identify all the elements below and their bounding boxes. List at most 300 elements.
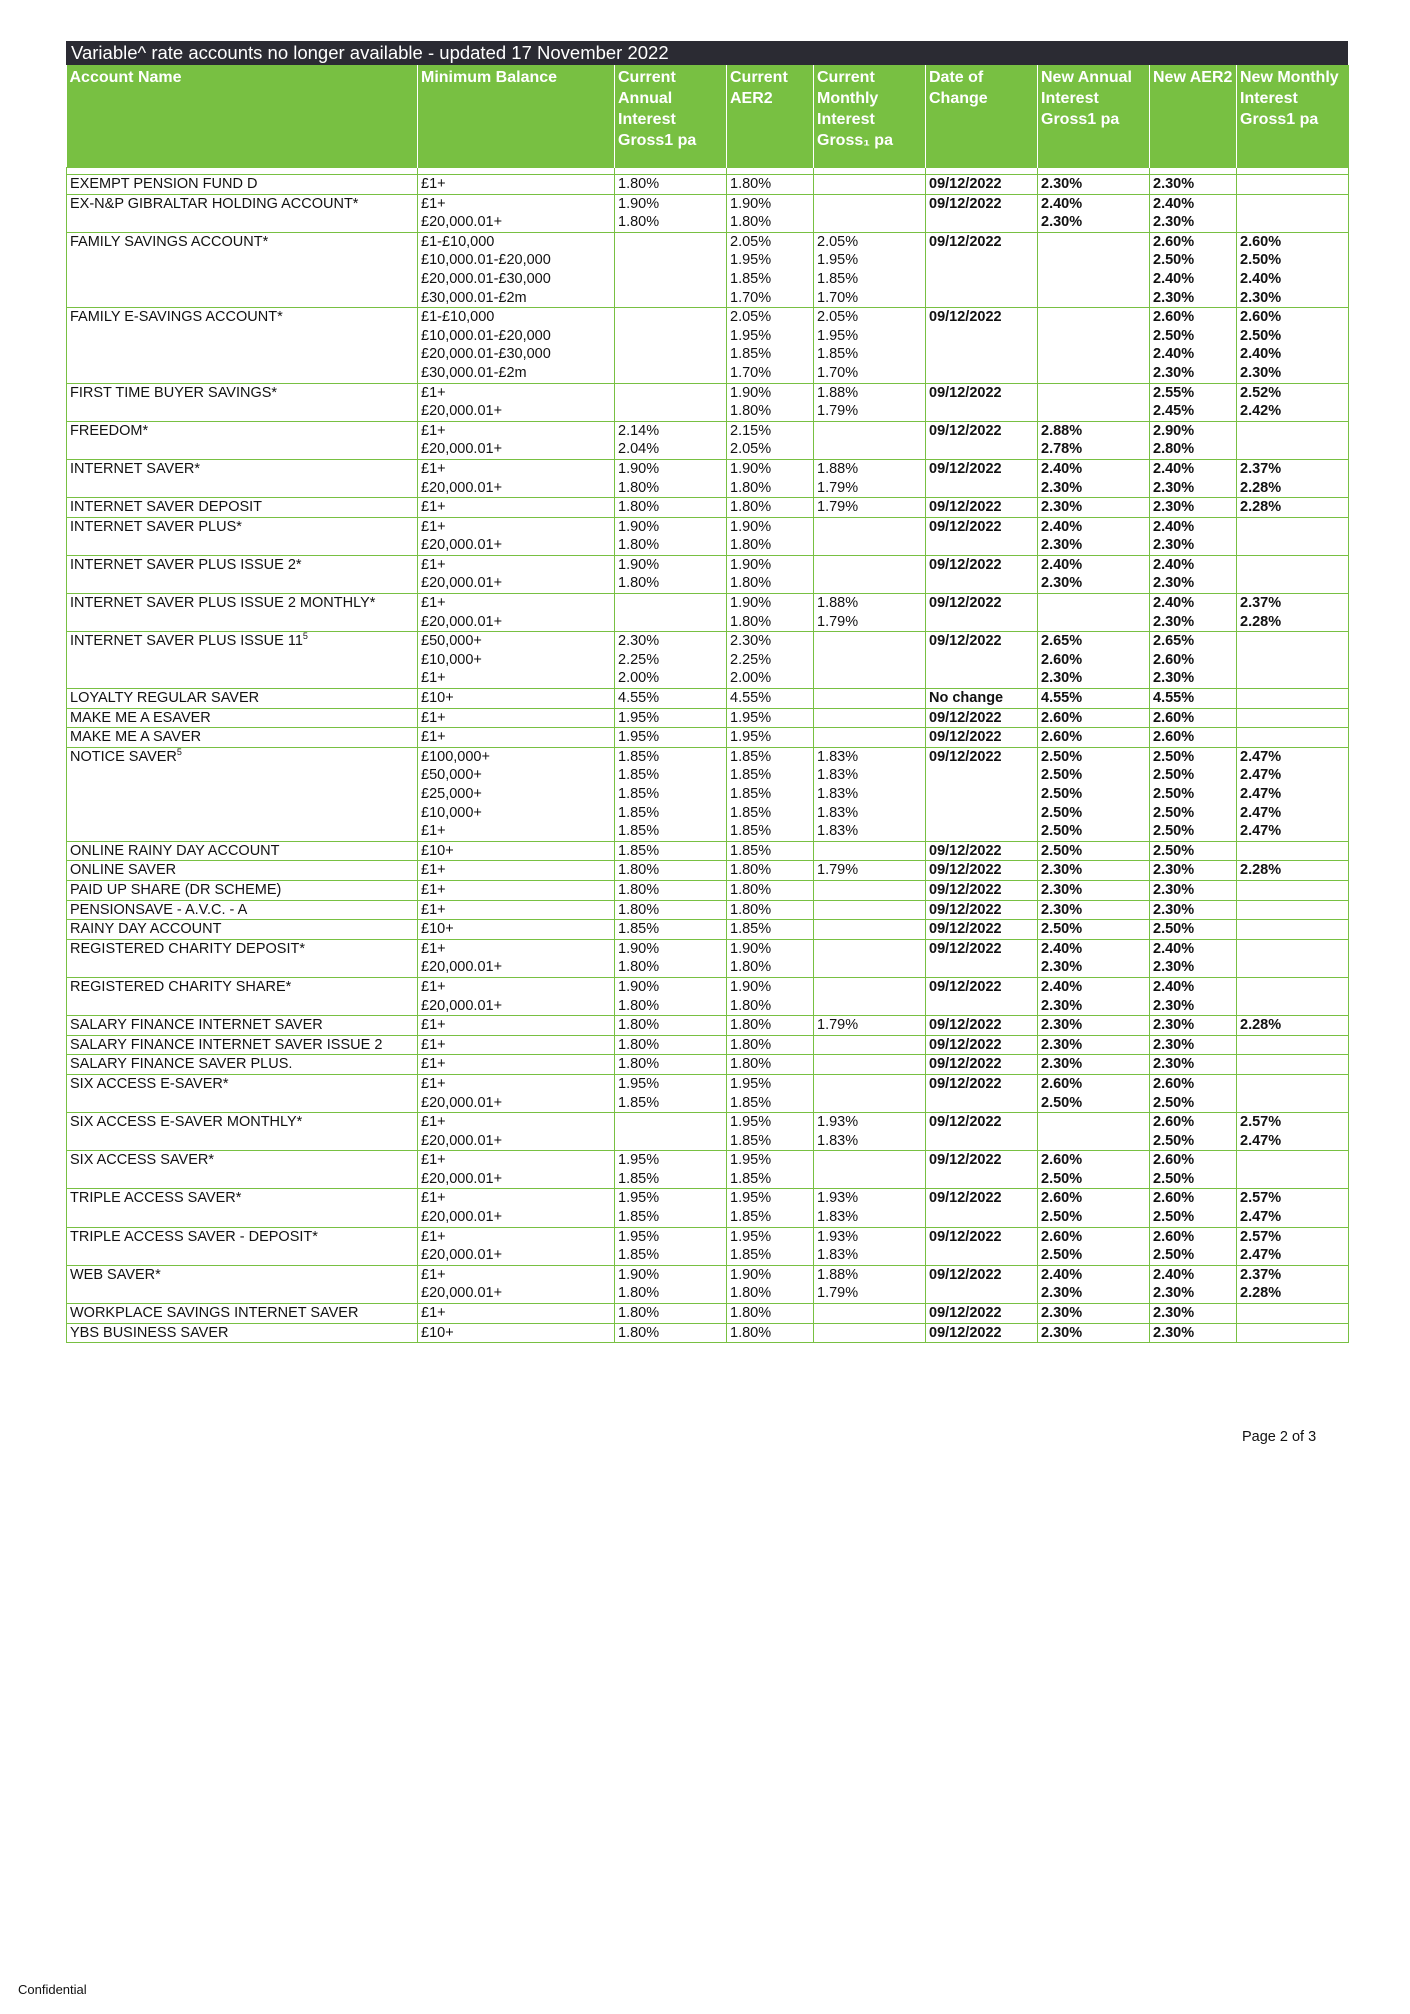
account-name: SIX ACCESS SAVER*	[70, 1152, 214, 1169]
current-aer-value: 1.90%	[730, 940, 772, 957]
minimum-balance-cell	[418, 194, 615, 232]
current-annual-value: 2.14%	[618, 422, 660, 439]
minimum-balance-value: £1+	[421, 823, 446, 840]
current-aer-value: 1.95%	[730, 709, 772, 726]
minimum-balance-value: £1+	[421, 729, 446, 746]
current-annual-value: 1.80%	[618, 1056, 660, 1073]
new-aer-value: 2.40%	[1153, 595, 1195, 612]
new-annual-cell	[1038, 632, 1150, 689]
current-annual-value: 1.85%	[618, 842, 660, 859]
current-aer-value: 1.95%	[730, 1075, 772, 1092]
minimum-balance-cell	[418, 747, 615, 841]
date-of-change-cell	[926, 728, 1038, 748]
current-aer-cell	[727, 498, 814, 518]
minimum-balance-cell	[418, 459, 615, 497]
current-aer-value: 1.80%	[730, 1285, 772, 1302]
date-of-change-value: 09/12/2022	[929, 1152, 1002, 1169]
current-aer-cell	[727, 689, 814, 709]
new-monthly-cell	[1237, 594, 1349, 632]
date-of-change-cell	[926, 421, 1038, 459]
current-annual-value: 1.90%	[618, 195, 660, 212]
new-annual-value: 2.40%	[1041, 940, 1083, 957]
new-aer-value: 2.65%	[1153, 633, 1195, 650]
new-monthly-cell	[1237, 517, 1349, 555]
current-aer-value: 1.80%	[730, 1017, 772, 1034]
date-of-change-cell	[926, 841, 1038, 861]
new-monthly-cell	[1237, 861, 1349, 881]
current-aer-value: 1.90%	[730, 460, 772, 477]
new-annual-cell	[1038, 1189, 1150, 1227]
current-annual-value: 1.80%	[618, 479, 660, 496]
current-aer-cell	[727, 900, 814, 920]
new-aer-value: 2.40%	[1153, 940, 1195, 957]
account-name-cell	[67, 594, 418, 632]
current-annual-value: 2.25%	[618, 651, 660, 668]
minimum-balance-cell	[418, 841, 615, 861]
new-monthly-value: 2.42%	[1240, 403, 1282, 420]
account-name: INTERNET SAVER*	[70, 460, 200, 477]
new-annual-value: 2.50%	[1041, 823, 1083, 840]
minimum-balance-cell	[418, 1304, 615, 1324]
new-annual-value: 2.60%	[1041, 729, 1083, 746]
header-date-of-change: Date of Change	[926, 65, 1038, 168]
current-aer-value: 1.80%	[730, 1324, 772, 1341]
new-aer-value: 2.45%	[1153, 403, 1195, 420]
current-aer-value: 1.85%	[730, 1094, 772, 1111]
new-aer-value: 2.60%	[1153, 309, 1195, 326]
current-monthly-value: 1.79%	[817, 499, 859, 516]
date-of-change-value: 09/12/2022	[929, 748, 1002, 765]
new-annual-value: 2.40%	[1041, 1266, 1083, 1283]
current-aer-value: 1.90%	[730, 978, 772, 995]
new-annual-value: 2.50%	[1041, 767, 1083, 784]
current-aer-value: 1.95%	[730, 1228, 772, 1245]
new-monthly-cell	[1237, 555, 1349, 593]
current-monthly-cell	[814, 1074, 926, 1112]
date-of-change-cell	[926, 632, 1038, 689]
minimum-balance-value: £20,000.01+	[421, 1209, 503, 1226]
account-name: WORKPLACE SAVINGS INTERNET SAVER	[70, 1305, 359, 1322]
account-name-cell	[67, 1055, 418, 1075]
current-annual-value: 1.80%	[618, 214, 660, 231]
current-monthly-cell	[814, 1265, 926, 1303]
date-of-change-value: 09/12/2022	[929, 1114, 1002, 1131]
account-name-cell	[67, 900, 418, 920]
current-aer-value: 1.80%	[730, 862, 772, 879]
new-aer-value: 2.50%	[1153, 1170, 1195, 1187]
minimum-balance-value: £20,000.01+	[421, 613, 503, 630]
new-annual-cell	[1038, 1227, 1150, 1265]
new-aer-value: 2.30%	[1153, 214, 1195, 231]
new-aer-cell	[1150, 861, 1237, 881]
new-aer-value: 2.30%	[1153, 537, 1195, 554]
new-monthly-cell	[1237, 1016, 1349, 1036]
new-monthly-cell	[1237, 632, 1349, 689]
spacer-row	[67, 168, 1349, 175]
date-of-change-cell	[926, 517, 1038, 555]
account-name: FIRST TIME BUYER SAVINGS*	[70, 384, 278, 401]
minimum-balance-value: £20,000.01+	[421, 537, 503, 554]
new-monthly-cell	[1237, 232, 1349, 307]
new-aer-cell	[1150, 459, 1237, 497]
current-annual-value: 1.80%	[618, 1305, 660, 1322]
new-aer-value: 2.30%	[1153, 959, 1195, 976]
current-annual-value: 1.80%	[618, 499, 660, 516]
current-aer-value: 1.90%	[730, 195, 772, 212]
new-annual-cell	[1038, 689, 1150, 709]
current-aer-value: 2.15%	[730, 422, 772, 439]
account-name: SALARY FINANCE INTERNET SAVER ISSUE 2	[70, 1036, 383, 1053]
table-row	[67, 900, 1349, 920]
minimum-balance-cell	[418, 939, 615, 977]
minimum-balance-cell	[418, 689, 615, 709]
current-annual-value: 1.90%	[618, 518, 660, 535]
current-aer-value: 2.05%	[730, 441, 772, 458]
current-aer-cell	[727, 194, 814, 232]
new-monthly-value: 2.28%	[1240, 613, 1282, 630]
minimum-balance-value: £20,000.01-£30,000	[421, 270, 551, 287]
current-monthly-cell	[814, 861, 926, 881]
new-annual-value: 2.60%	[1041, 651, 1083, 668]
minimum-balance-value: £20,000.01-£30,000	[421, 346, 551, 363]
account-name: MAKE ME A ESAVER	[70, 709, 211, 726]
new-monthly-cell	[1237, 728, 1349, 748]
account-name-cell	[67, 232, 418, 307]
current-monthly-value: 1.79%	[817, 403, 859, 420]
new-aer-value: 2.30%	[1153, 1324, 1195, 1341]
date-of-change-value: 09/12/2022	[929, 1056, 1002, 1073]
new-aer-value: 2.60%	[1153, 729, 1195, 746]
current-monthly-cell	[814, 841, 926, 861]
new-aer-cell	[1150, 421, 1237, 459]
new-aer-value: 2.60%	[1153, 1152, 1195, 1169]
new-annual-cell	[1038, 1074, 1150, 1112]
new-annual-value: 2.30%	[1041, 1324, 1083, 1341]
current-monthly-cell	[814, 1035, 926, 1055]
account-name-cell	[67, 308, 418, 383]
date-of-change-value: 09/12/2022	[929, 1036, 1002, 1053]
current-aer-value: 2.00%	[730, 670, 772, 687]
new-aer-cell	[1150, 689, 1237, 709]
new-annual-cell	[1038, 900, 1150, 920]
current-monthly-cell	[814, 900, 926, 920]
new-monthly-cell	[1237, 1151, 1349, 1189]
current-monthly-value: 1.88%	[817, 595, 859, 612]
date-of-change-value: 09/12/2022	[929, 499, 1002, 516]
current-annual-value: 2.00%	[618, 670, 660, 687]
new-monthly-cell	[1237, 920, 1349, 940]
current-aer-value: 1.90%	[730, 556, 772, 573]
current-annual-cell	[615, 1055, 727, 1075]
current-monthly-cell	[814, 308, 926, 383]
new-annual-value: 2.30%	[1041, 537, 1083, 554]
new-monthly-value: 2.47%	[1240, 1132, 1282, 1149]
new-annual-value: 2.30%	[1041, 1285, 1083, 1302]
current-annual-value: 1.85%	[618, 804, 660, 821]
account-name-cell	[67, 1151, 418, 1189]
current-annual-cell	[615, 594, 727, 632]
new-aer-value: 2.40%	[1153, 1266, 1195, 1283]
new-monthly-value: 2.40%	[1240, 346, 1282, 363]
current-aer-value: 1.85%	[730, 270, 772, 287]
new-aer-cell	[1150, 920, 1237, 940]
account-name-cell	[67, 517, 418, 555]
current-annual-cell	[615, 232, 727, 307]
new-monthly-cell	[1237, 1074, 1349, 1112]
date-of-change-value: 09/12/2022	[929, 940, 1002, 957]
table-row	[67, 1189, 1349, 1227]
new-aer-value: 2.50%	[1153, 252, 1195, 269]
account-name: REGISTERED CHARITY SHARE*	[70, 978, 292, 995]
current-monthly-value: 1.88%	[817, 1266, 859, 1283]
minimum-balance-value: £1+	[421, 195, 446, 212]
date-of-change-value: 09/12/2022	[929, 633, 1002, 650]
account-name: WEB SAVER*	[70, 1266, 161, 1283]
minimum-balance-value: £1+	[421, 1152, 446, 1169]
table-row	[67, 555, 1349, 593]
new-monthly-value: 2.30%	[1240, 289, 1282, 306]
current-annual-value: 1.85%	[618, 1247, 660, 1264]
current-monthly-value: 1.79%	[817, 862, 859, 879]
minimum-balance-cell	[418, 1035, 615, 1055]
new-aer-cell	[1150, 1265, 1237, 1303]
current-annual-cell	[615, 1074, 727, 1112]
account-name: ONLINE RAINY DAY ACCOUNT	[70, 842, 280, 859]
new-monthly-value: 2.60%	[1240, 309, 1282, 326]
minimum-balance-value: £20,000.01+	[421, 1285, 503, 1302]
new-aer-cell	[1150, 1055, 1237, 1075]
new-annual-cell	[1038, 1035, 1150, 1055]
current-monthly-value: 1.83%	[817, 823, 859, 840]
table-row	[67, 1304, 1349, 1324]
new-annual-cell	[1038, 1113, 1150, 1151]
current-annual-value: 1.85%	[618, 921, 660, 938]
current-aer-value: 2.30%	[730, 633, 772, 650]
new-aer-cell	[1150, 1016, 1237, 1036]
current-monthly-cell	[814, 194, 926, 232]
new-annual-value: 2.78%	[1041, 441, 1083, 458]
new-monthly-cell	[1237, 421, 1349, 459]
new-monthly-value: 2.47%	[1240, 1247, 1282, 1264]
table-row	[67, 728, 1349, 748]
table-row	[67, 232, 1349, 307]
minimum-balance-cell	[418, 175, 615, 195]
new-monthly-value: 2.47%	[1240, 748, 1282, 765]
current-annual-value: 1.90%	[618, 556, 660, 573]
minimum-balance-cell	[418, 308, 615, 383]
current-annual-cell	[615, 1265, 727, 1303]
new-aer-cell	[1150, 841, 1237, 861]
account-name-cell	[67, 1035, 418, 1055]
new-aer-value: 2.40%	[1153, 978, 1195, 995]
minimum-balance-cell	[418, 594, 615, 632]
date-of-change-cell	[926, 1227, 1038, 1265]
current-annual-cell	[615, 1035, 727, 1055]
new-aer-value: 2.50%	[1153, 1209, 1195, 1226]
current-aer-value: 1.80%	[730, 499, 772, 516]
date-of-change-cell	[926, 880, 1038, 900]
minimum-balance-value: £1+	[421, 1056, 446, 1073]
current-annual-cell	[615, 841, 727, 861]
minimum-balance-cell	[418, 421, 615, 459]
new-monthly-value: 2.30%	[1240, 364, 1282, 381]
minimum-balance-value: £10,000.01-£20,000	[421, 327, 551, 344]
current-aer-value: 1.80%	[730, 1036, 772, 1053]
current-aer-value: 1.90%	[730, 1266, 772, 1283]
new-aer-cell	[1150, 1189, 1237, 1227]
date-of-change-value: 09/12/2022	[929, 881, 1002, 898]
account-name: SALARY FINANCE INTERNET SAVER	[70, 1017, 323, 1034]
current-monthly-cell	[814, 383, 926, 421]
new-annual-value: 2.50%	[1041, 804, 1083, 821]
current-monthly-value: 1.85%	[817, 346, 859, 363]
current-monthly-cell	[814, 689, 926, 709]
account-name: SALARY FINANCE SAVER PLUS.	[70, 1056, 293, 1073]
current-annual-value: 1.80%	[618, 959, 660, 976]
current-aer-value: 1.85%	[730, 1209, 772, 1226]
new-monthly-value: 2.28%	[1240, 862, 1282, 879]
new-aer-cell	[1150, 747, 1237, 841]
date-of-change-value: 09/12/2022	[929, 921, 1002, 938]
new-aer-cell	[1150, 900, 1237, 920]
current-monthly-cell	[814, 232, 926, 307]
current-aer-value: 1.85%	[730, 767, 772, 784]
date-of-change-cell	[926, 689, 1038, 709]
current-annual-cell	[615, 708, 727, 728]
new-aer-value: 2.30%	[1153, 1305, 1195, 1322]
new-aer-value: 2.50%	[1153, 1094, 1195, 1111]
new-monthly-cell	[1237, 1113, 1349, 1151]
date-of-change-cell	[926, 1113, 1038, 1151]
new-annual-cell	[1038, 459, 1150, 497]
current-annual-cell	[615, 920, 727, 940]
date-of-change-cell	[926, 498, 1038, 518]
account-name-cell	[67, 421, 418, 459]
current-annual-value: 1.85%	[618, 1209, 660, 1226]
current-annual-cell	[615, 1113, 727, 1151]
current-annual-cell	[615, 498, 727, 518]
new-monthly-cell	[1237, 498, 1349, 518]
current-aer-value: 1.85%	[730, 1132, 772, 1149]
current-aer-cell	[727, 1074, 814, 1112]
minimum-balance-cell	[418, 977, 615, 1015]
new-annual-value: 2.50%	[1041, 1209, 1083, 1226]
current-aer-cell	[727, 383, 814, 421]
new-aer-value: 2.30%	[1153, 289, 1195, 306]
date-of-change-cell	[926, 1151, 1038, 1189]
table-row	[67, 1055, 1349, 1075]
current-aer-value: 1.90%	[730, 384, 772, 401]
current-annual-value: 1.95%	[618, 1190, 660, 1207]
minimum-balance-cell	[418, 900, 615, 920]
minimum-balance-value: £20,000.01+	[421, 214, 503, 231]
current-monthly-cell	[814, 1189, 926, 1227]
current-aer-cell	[727, 1265, 814, 1303]
current-monthly-cell	[814, 555, 926, 593]
new-annual-value: 2.60%	[1041, 709, 1083, 726]
new-monthly-value: 2.57%	[1240, 1114, 1282, 1131]
new-monthly-cell	[1237, 1304, 1349, 1324]
account-name-cell	[67, 728, 418, 748]
current-aer-cell	[727, 594, 814, 632]
minimum-balance-value: £1+	[421, 556, 446, 573]
new-aer-cell	[1150, 517, 1237, 555]
account-name: INTERNET SAVER PLUS ISSUE 11	[70, 633, 303, 650]
minimum-balance-value: £25,000+	[421, 786, 482, 802]
new-monthly-value: 2.52%	[1240, 384, 1282, 401]
minimum-balance-value: £1+	[421, 422, 446, 439]
current-annual-value: 1.85%	[618, 1094, 660, 1111]
new-monthly-cell	[1237, 1055, 1349, 1075]
account-name: INTERNET SAVER PLUS ISSUE 2*	[70, 556, 302, 573]
minimum-balance-value: £20,000.01+	[421, 1132, 503, 1149]
current-aer-value: 1.80%	[730, 403, 772, 420]
new-aer-value: 2.50%	[1153, 748, 1195, 765]
rates-table	[66, 65, 1349, 1343]
new-annual-value: 2.50%	[1041, 748, 1083, 765]
minimum-balance-value: £10+	[421, 921, 454, 938]
new-aer-value: 2.50%	[1153, 921, 1195, 938]
current-aer-cell	[727, 1113, 814, 1151]
new-aer-value: 2.90%	[1153, 422, 1195, 439]
current-aer-cell	[727, 421, 814, 459]
new-aer-cell	[1150, 632, 1237, 689]
current-monthly-cell	[814, 939, 926, 977]
current-annual-cell	[615, 939, 727, 977]
new-aer-value: 2.30%	[1153, 575, 1195, 592]
new-monthly-value: 2.28%	[1240, 499, 1282, 516]
account-name-cell	[67, 498, 418, 518]
minimum-balance-value: £1-£10,000	[421, 309, 495, 326]
current-annual-value: 1.80%	[618, 1017, 660, 1034]
date-of-change-value: 09/12/2022	[929, 1190, 1002, 1207]
current-annual-cell	[615, 1016, 727, 1036]
account-name: RAINY DAY ACCOUNT	[70, 921, 222, 938]
table-row	[67, 594, 1349, 632]
header-row	[67, 65, 1349, 168]
minimum-balance-value: £1+	[421, 1075, 446, 1092]
current-annual-value: 4.55%	[618, 690, 660, 707]
current-aer-value: 1.95%	[730, 327, 772, 344]
account-name: EX-N&P GIBRALTAR HOLDING ACCOUNT*	[70, 195, 359, 212]
current-aer-value: 1.95%	[730, 1114, 772, 1131]
new-aer-value: 2.50%	[1153, 842, 1195, 859]
new-monthly-cell	[1237, 939, 1349, 977]
new-aer-value: 2.55%	[1153, 384, 1195, 401]
new-monthly-cell	[1237, 880, 1349, 900]
new-annual-cell	[1038, 194, 1150, 232]
page-number: Page 2 of 3	[1242, 1429, 1317, 1445]
minimum-balance-value: £10,000+	[421, 651, 482, 668]
rates-body	[67, 168, 1349, 1343]
current-monthly-value: 2.05%	[817, 233, 859, 250]
current-aer-value: 1.85%	[730, 804, 772, 821]
current-annual-value: 1.80%	[618, 537, 660, 554]
account-name-cell	[67, 977, 418, 1015]
current-annual-cell	[615, 1151, 727, 1189]
current-annual-cell	[615, 861, 727, 881]
current-monthly-value: 1.83%	[817, 1247, 859, 1264]
account-name-cell	[67, 1189, 418, 1227]
new-monthly-cell	[1237, 977, 1349, 1015]
current-annual-value: 1.80%	[618, 862, 660, 879]
date-of-change-value: 09/12/2022	[929, 1266, 1002, 1283]
account-name: YBS BUSINESS SAVER	[70, 1324, 229, 1341]
current-aer-value: 1.90%	[730, 595, 772, 612]
current-annual-value: 1.85%	[618, 1170, 660, 1187]
minimum-balance-value: £1+	[421, 901, 446, 918]
footnote-marker: 5	[176, 746, 182, 757]
